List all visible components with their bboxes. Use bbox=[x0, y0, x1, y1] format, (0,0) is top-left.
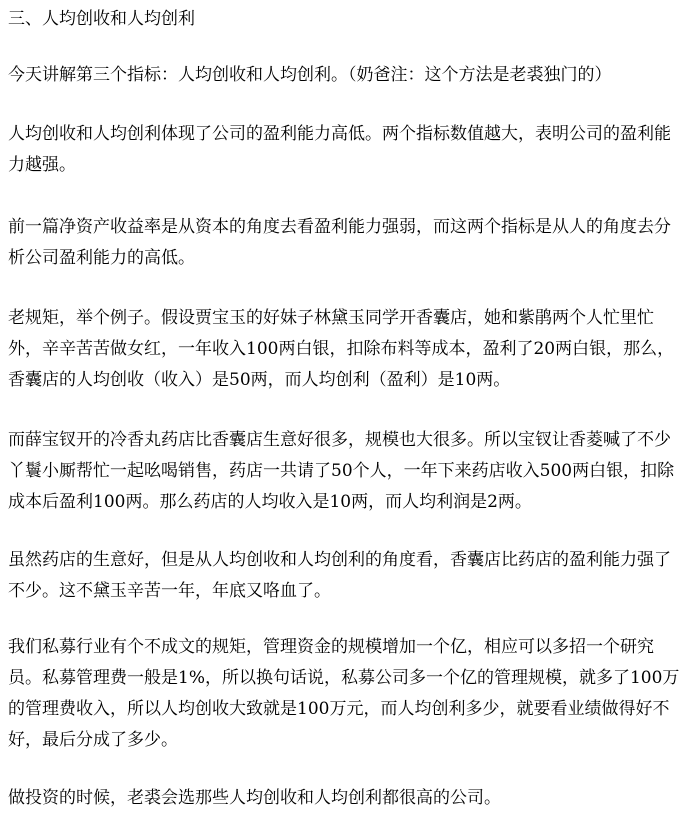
paragraph-definition: 人均创收和人均创利体现了公司的盈利能力高低。两个指标数值越大，表明公司的盈利能力越强。 bbox=[8, 124, 671, 175]
section-title: 三、人均创收和人均创利 bbox=[8, 9, 195, 29]
paragraph-private-equity: 我们私募行业有个不成文的规矩，管理资金的规模增加一个亿，相应可以多招一个研究员。私募管理费一般是1%，所以换句话说，私募公司多一个亿的管理规模，就多了100万的管理费收入，所以人均创收大致就是100万元，而人均创利多少，就要看业绩做得好不好，最后分成了多少。 bbox=[8, 637, 680, 750]
paragraph-intro: 今天讲解第三个指标：人均创收和人均创利。（奶爸注：这个方法是老裘独门的） bbox=[8, 65, 612, 85]
paragraph-example-sachet-shop: 老规矩，举个例子。假设贾宝玉的好妹子林黛玉同学开香囊店，她和紫鹃两个人忙里忙外，辛辛苦苦做女红，一年收入100两白银，扣除布料等成本，盈利了20两白银，那么，香囊店的人均创收（收入）是50两，而人均创利（盈利）是10两。 bbox=[8, 308, 675, 390]
paragraph-investment-choice: 做投资的时候，老裘会选那些人均创收和人均创利都很高的公司。 bbox=[8, 788, 501, 808]
paragraph-comparison: 前一篇净资产收益率是从资本的角度去看盈利能力强弱，而这两个指标是从人的角度去分析公司盈利能力的高低。 bbox=[8, 217, 671, 268]
paragraph-conclusion-example: 虽然药店的生意好，但是从人均创收和人均创利的角度看，香囊店比药店的盈利能力强了不少。这不黛玉辛苦一年，年底又咯血了。 bbox=[8, 550, 671, 601]
paragraph-example-pharmacy: 而薛宝钗开的冷香丸药店比香囊店生意好很多，规模也大很多。所以宝钗让香菱喊了不少丫鬟小厮帮忙一起吆喝销售，药店一共请了50个人，一年下来药店收入500两白银，扣除成本后盈利100两。那么药店的人均收入是10两，而人均利润是2两。 bbox=[8, 430, 675, 512]
